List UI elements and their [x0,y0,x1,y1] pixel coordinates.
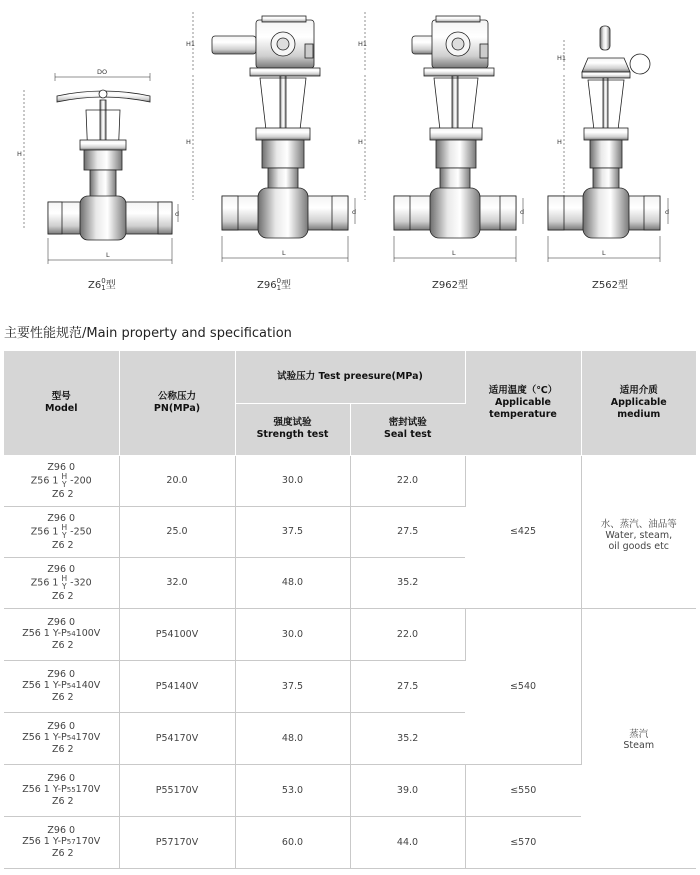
section-title: 主要性能规范/Main property and specification [4,326,292,341]
strength-cell: 30.0 [235,608,350,660]
pn-cell: P54170V [119,712,235,764]
pn-cell: P55170V [119,764,235,816]
dim-label-do: DO [97,68,108,76]
figure-caption-z96: Z96 0 1 型 [257,277,292,292]
dim-label-d: d [665,208,670,216]
medium-cell: 蒸汽 Steam [581,608,696,868]
dim-label-d: d [175,210,180,218]
figure-caption-z562: Z562型 [592,280,628,291]
pn-cell: P54100V [119,608,235,660]
table-row [4,455,696,506]
seal-cell: 35.2 [350,557,465,608]
spec-table [4,351,696,869]
table-row [4,608,696,660]
dim-label-h1: H1 [186,40,196,48]
strength-cell: 37.5 [235,506,350,557]
strength-cell: 48.0 [235,557,350,608]
figure-caption-z6: Z6 0 1 型 [88,277,116,292]
model-cell: Z96 0 Z56 1 Y-P54170V Z6 2 [4,712,119,764]
seal-cell: 35.2 [350,712,465,764]
seal-cell: 27.5 [350,506,465,557]
model-cell: Z96 0 Z56 1 Y-P55170V Z6 2 [4,764,119,816]
temperature-cell: ≤550 [465,764,581,816]
pn-cell: 20.0 [119,455,235,506]
header-pn: 公称压力 PN(MPa) [119,351,235,455]
model-cell: Z96 0 Z56 1 H Y -320 Z6 2 [4,557,119,608]
valve-drawings [0,0,700,300]
header-test-pressure: 试验压力 Test preesure(MPa) [235,351,465,403]
dim-label-h: H [557,138,562,146]
dim-label-d: d [352,208,357,216]
pn-cell: P54140V [119,660,235,712]
pn-cell: 25.0 [119,506,235,557]
model-cell: Z96 0 Z56 1 H Y -250 Z6 2 [4,506,119,557]
dim-label-h: H [186,138,191,146]
strength-cell: 37.5 [235,660,350,712]
figure-caption-z962: Z962型 [432,280,468,291]
temperature-cell: ≤425 [465,455,581,608]
pn-cell: 32.0 [119,557,235,608]
seal-cell: 27.5 [350,660,465,712]
dim-label-h: H [358,138,363,146]
dim-label-l: L [602,249,606,257]
dim-label-d: d [520,208,525,216]
valve-drawing-z962 [365,12,523,262]
model-cell: Z96 0 Z56 1 H Y -200 Z6 2 [4,455,119,506]
dim-label-l: L [106,251,110,259]
seal-cell: 39.0 [350,764,465,816]
header-temperature: 适用温度（℃） Applicable temperature [465,351,581,455]
header-seal-test: 密封试验 Seal test [350,403,465,455]
strength-cell: 53.0 [235,764,350,816]
temperature-cell: ≤570 [465,816,581,868]
dim-label-l: L [452,249,456,257]
strength-cell: 48.0 [235,712,350,764]
temperature-cell: ≤540 [465,608,581,764]
valve-drawing-z96 [193,12,355,262]
seal-cell: 44.0 [350,816,465,868]
model-cell: Z96 0 Z56 1 Y-P57170V Z6 2 [4,816,119,868]
header-model: 型号 Model [4,351,119,455]
valve-drawing-z6 [24,73,178,264]
pn-cell: P57170V [119,816,235,868]
dim-label-h1: H1 [358,40,368,48]
model-cell: Z96 0 Z56 1 Y-P54140V Z6 2 [4,660,119,712]
model-cell: Z96 0 Z56 1 Y-P54100V Z6 2 [4,608,119,660]
strength-cell: 30.0 [235,455,350,506]
dim-label-h1: H1 [557,54,567,62]
medium-cell: 水、蒸汽、油品等 Water, steam, oil goods etc [581,455,696,608]
seal-cell: 22.0 [350,455,465,506]
dim-label-h: H [17,150,22,158]
header-medium: 适用介质 Applicable medium [581,351,696,455]
seal-cell: 22.0 [350,608,465,660]
strength-cell: 60.0 [235,816,350,868]
dim-label-l: L [282,249,286,257]
header-strength-test: 强度试验 Strength test [235,403,350,455]
